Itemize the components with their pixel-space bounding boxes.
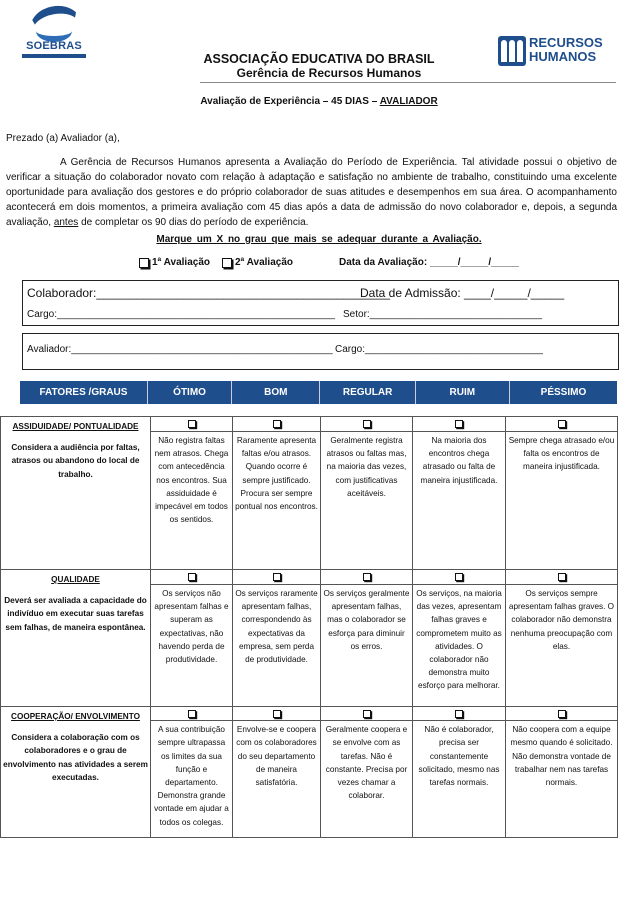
level-description: Os serviços sempre apresentam falhas graves. O colaborador não demonstra nenhuma preocupação com elas. xyxy=(506,585,618,707)
evaluation-title-prefix: Avaliação de Experiência – 45 DIAS – xyxy=(200,96,378,107)
criterion-label-cell xyxy=(1,417,151,570)
grade-checkbox-cell[interactable] xyxy=(151,707,233,721)
checkbox-icon[interactable] xyxy=(363,710,371,718)
level-description: Os serviços não apresentam falhas e superam as expectativas, não havendo perda de produtividade. xyxy=(151,585,233,707)
level-description: A sua contribuição sempre ultrapassa os limites da sua função e departamento. Demonstra grande vontade em ajudar a todos os colegas. xyxy=(151,721,233,838)
criterion-description: Considera a audiência por faltas, atrasos ou abandono do local de trabalho. xyxy=(11,443,140,479)
criterion-label-cell xyxy=(1,707,151,838)
evaluation-title xyxy=(0,96,638,107)
grade-checkbox-cell[interactable] xyxy=(321,417,413,432)
level-description: Sempre chega atrasado e/ou falta os encontros de maneira injustificada. xyxy=(506,432,618,570)
level-description: Raramente apresenta faltas e/ou atrasos. Quando ocorre é sempre justificado. Procura ser sempre pontual nos encontros. xyxy=(233,432,321,570)
setor-field[interactable]: Setor:_______________________________ xyxy=(343,309,543,320)
level-description: Não é colaborador, precisa ser constantemente solicitado, mesmo nas tarefas normais. xyxy=(413,721,506,838)
rh-logo-line2: HUMANOS xyxy=(529,49,597,64)
grade-header-fatores: FATORES /GRAUS xyxy=(39,387,128,398)
checkbox-icon[interactable] xyxy=(273,420,281,428)
checkbox-icon[interactable] xyxy=(273,573,281,581)
grade-checkbox-cell[interactable] xyxy=(506,417,618,432)
grade-header-pessimo: PÉSSIMO xyxy=(509,381,617,404)
greeting: Prezado (a) Avaliador (a), xyxy=(6,133,120,144)
intro-paragraph xyxy=(6,155,617,230)
checkbox-icon[interactable] xyxy=(273,710,281,718)
level-description: Os serviços, na maioria das vezes, apresentam falhas graves e comprometem muito as atividades. O colaborador não demonstra muito esforço para melhorar. xyxy=(413,585,506,707)
checkbox-icon[interactable] xyxy=(455,573,463,581)
grades-header xyxy=(20,381,617,404)
table-row xyxy=(1,570,618,585)
table-row xyxy=(1,417,618,432)
criterion-title: COOPERAÇÃO/ ENVOLVIMENTO xyxy=(11,712,140,721)
criterion-title: QUALIDADE xyxy=(51,575,100,584)
grade-checkbox-cell[interactable] xyxy=(413,570,506,585)
grade-header-bom: BOM xyxy=(231,381,319,404)
level-description: Geralmente registra atrasos ou faltas mas, na maioria das vezes, com justificativas aceitáveis. xyxy=(321,432,413,570)
grade-checkbox-cell[interactable] xyxy=(233,417,321,432)
checkbox-icon[interactable] xyxy=(188,420,196,428)
grade-header-otimo: ÓTIMO xyxy=(147,381,231,404)
grade-checkbox-cell[interactable] xyxy=(151,417,233,432)
intro-text-1: A Gerência de Recursos Humanos apresenta a Avaliação do Período de Experiência. Tal atividade possui o objetivo de verificar a situação do colaborador novato com relação à adaptação e satisfação no ambiente de trabalho, constituindo uma excelente oportunidade para avaliação dos gestores e do próprio colaborador de suas atitudes e desempenhos em sua área. O acompanhamento acontecerá em dois momentos, a primeira avaliação com 45 dias após a data de admissão do novo colaborador e, depois, a segunda avaliação, xyxy=(6,157,617,228)
employee-info-box xyxy=(22,280,619,326)
grade-checkbox-cell[interactable] xyxy=(413,417,506,432)
rh-logo-line1: RECURSOS xyxy=(529,35,603,50)
admission-date-field[interactable]: Data de Admissão: ____/_____/_____ xyxy=(360,286,565,300)
checkbox-icon[interactable] xyxy=(139,258,149,268)
evaluation-date-field[interactable]: Data da Avaliação: _____/_____/_____ xyxy=(339,257,519,268)
checkbox-icon[interactable] xyxy=(558,420,566,428)
option-first[interactable] xyxy=(139,257,210,268)
grade-checkbox-cell[interactable] xyxy=(321,707,413,721)
option-second[interactable] xyxy=(222,257,293,268)
level-description: Não registra faltas nem atrasos. Chega com antecedência nos encontros. Sua assiduidade é impecável em todos os sentidos. xyxy=(151,432,233,570)
colaborador-field[interactable]: Colaborador:____________________________________________ xyxy=(27,286,391,300)
evaluator-cargo-field[interactable]: Cargo:________________________________ xyxy=(335,344,543,355)
org-name: ASSOCIAÇÃO EDUCATIVA DO BRASIL xyxy=(203,52,435,66)
logo-text: SOEBRAS xyxy=(26,40,82,52)
criterion-title: ASSIDUIDADE/ PONTUALIDADE xyxy=(12,422,139,431)
criteria-table xyxy=(0,416,618,838)
checkbox-icon[interactable] xyxy=(455,710,463,718)
grade-checkbox-cell[interactable] xyxy=(506,570,618,585)
grade-checkbox-cell[interactable] xyxy=(506,707,618,721)
level-description: Geralmente coopera e se envolve com as tarefas. Não é constante. Precisa por vezes chamar a colaborar. xyxy=(321,721,413,838)
intro-text-2: de completar os 90 dias do período de experiência. xyxy=(81,217,309,228)
criterion-description: Considera a colaboração com os colaboradores e o grau de envolvimento nas atividades a serem executadas. xyxy=(3,733,148,782)
checkbox-icon[interactable] xyxy=(222,258,232,268)
grade-checkbox-cell[interactable] xyxy=(413,707,506,721)
grade-checkbox-cell[interactable] xyxy=(233,570,321,585)
checkbox-icon[interactable] xyxy=(363,420,371,428)
checkbox-icon[interactable] xyxy=(363,573,371,581)
level-description: Os serviços raramente apresentam falhas, correspondendo às expectativas da empresa, sem perda de produtividade. xyxy=(233,585,321,707)
option-first-label: 1ª Avaliação xyxy=(152,257,210,268)
criterion-description: Deverá ser avaliada a capacidade do indivíduo em executar suas tarefas sem falhas, de maneira espontânea. xyxy=(4,596,147,632)
grade-header-regular: REGULAR xyxy=(319,381,414,404)
checkbox-icon[interactable] xyxy=(455,420,463,428)
level-description: Na maioria dos encontros chega atrasado ou falta de maneira injustificada. xyxy=(413,432,506,570)
evaluator-info-box xyxy=(22,333,619,370)
header-divider xyxy=(200,82,616,83)
logo-arc-inner xyxy=(36,20,72,42)
option-second-label: 2ª Avaliação xyxy=(235,257,293,268)
evaluation-title-role: AVALIADOR xyxy=(379,96,438,107)
grade-checkbox-cell[interactable] xyxy=(233,707,321,721)
checkbox-icon[interactable] xyxy=(558,710,566,718)
grade-header-ruim: RUIM xyxy=(415,381,509,404)
avaliador-field[interactable]: Avaliador:_______________________________________________ xyxy=(27,344,333,355)
intro-text-underlined: antes xyxy=(53,217,79,228)
instruction: Marque um X no grau que mais se adequar durante a Avaliação. xyxy=(156,234,482,245)
checkbox-icon[interactable] xyxy=(188,710,196,718)
criterion-label-cell xyxy=(1,570,151,707)
grade-checkbox-cell[interactable] xyxy=(151,570,233,585)
evaluation-options xyxy=(139,257,519,268)
grade-checkbox-cell[interactable] xyxy=(321,570,413,585)
cargo-field[interactable]: Cargo:__________________________________________________ xyxy=(27,309,336,320)
checkbox-icon[interactable] xyxy=(188,573,196,581)
level-description: Envolve-se e coopera com os colaboradores do seu departamento de maneira satisfatória. xyxy=(233,721,321,838)
checkbox-icon[interactable] xyxy=(558,573,566,581)
level-description: Os serviços geralmente apresentam falhas, mas o colaborador se esforça para diminuir os erros. xyxy=(321,585,413,707)
department-name: Gerência de Recursos Humanos xyxy=(236,66,422,80)
level-description: Não coopera com a equipe mesmo quando é solicitado. Não demonstra vontade de trabalhar nem nas tarefas normais. xyxy=(506,721,618,838)
table-row xyxy=(1,707,618,721)
